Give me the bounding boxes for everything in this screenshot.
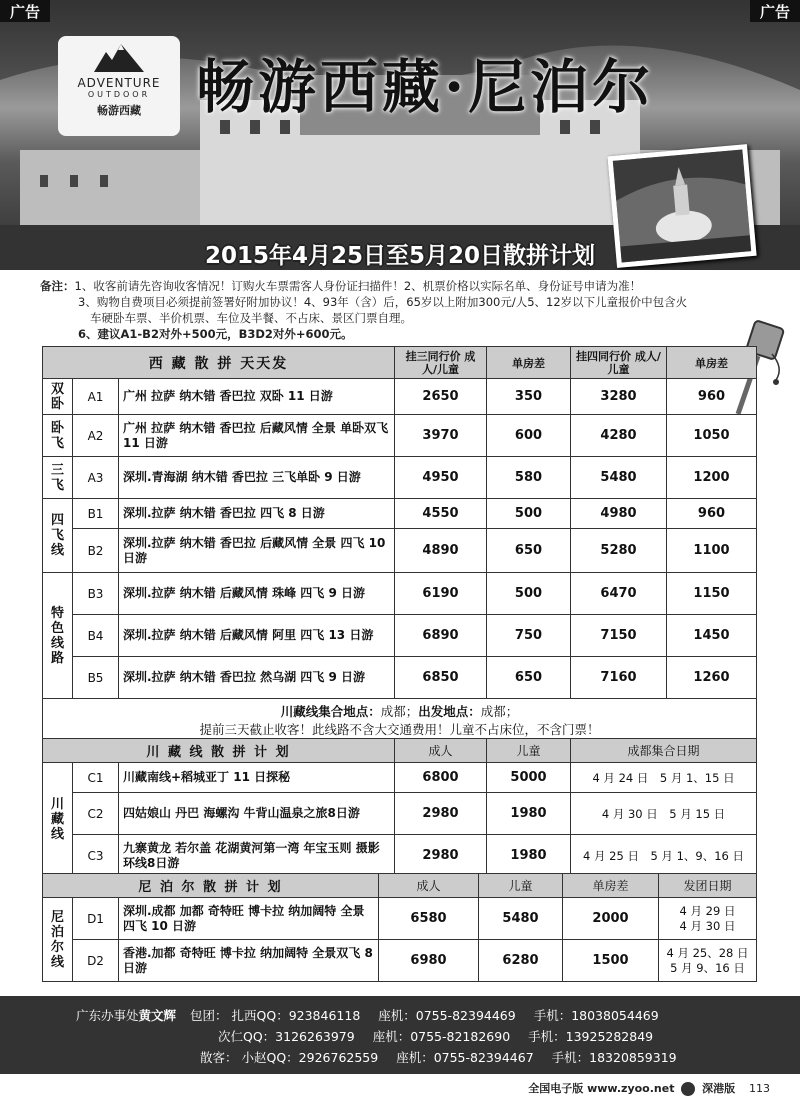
contact-mobile: 手机：13925282849 [528, 1029, 654, 1044]
section-title-chuanzang: 川 藏 线 散 拼 计 划 [43, 739, 395, 763]
price-3: 2650 [395, 379, 487, 415]
sichuan-tibet-table [42, 738, 757, 877]
table-row [43, 573, 757, 615]
notes-line-1: 1、收客前请先咨询收客情况！订购火车票需客人身份证扫描件！2、机票价格以实际名单、身份证号申请为准！ [74, 279, 642, 293]
price-4: 5280 [571, 529, 667, 573]
depart-dates [659, 940, 757, 982]
route-code: B5 [73, 657, 119, 699]
notice-row [43, 699, 757, 743]
col-header-child: 儿童 [479, 874, 563, 898]
hero-banner [0, 0, 800, 270]
route-code: D2 [73, 940, 119, 982]
gather-dates: 4 月 24 日 5 月 1、15 日 [571, 763, 757, 793]
table-row [43, 763, 757, 793]
col-header-price4: 挂四同行价 成人/儿童 [571, 347, 667, 379]
price-3: 6850 [395, 657, 487, 699]
adult-price: 2980 [395, 835, 487, 877]
ad-badge-right: 广告 [750, 0, 800, 22]
single-4: 960 [667, 379, 757, 415]
route-name: 四姑娘山 丹巴 海螺沟 牛背山温泉之旅8日游 [119, 793, 395, 835]
price-4: 4280 [571, 415, 667, 457]
route-code: A2 [73, 415, 119, 457]
col-header-dates: 成都集合日期 [571, 739, 757, 763]
route-name: 深圳.拉萨 纳木错 后藏风情 珠峰 四飞 9 日游 [119, 573, 395, 615]
col-header-single4: 单房差 [667, 347, 757, 379]
contact-row-3 [200, 1048, 677, 1066]
contact-row-2 [218, 1027, 653, 1045]
office-label: 广东办事处 [76, 1008, 139, 1023]
notes-line-4: 6、建议A1-B2对外+500元，B3D2对外+600元。 [78, 327, 353, 341]
contact-qq: 次仁QQ：3126263979 [218, 1029, 355, 1044]
group-label: 四飞线 [43, 499, 73, 573]
depart-date-line: 5 月 9、16 日 [670, 960, 745, 975]
section-title-tibet: 西 藏 散 拼 天天发 [43, 347, 395, 379]
contact-mobile: 手机：18320859319 [551, 1050, 677, 1065]
route-name: 深圳.拉萨 纳木错 香巴拉 四飞 8 日游 [119, 499, 395, 529]
logo-text-adventure: ADVENTURE [77, 76, 161, 90]
single-3: 750 [487, 615, 571, 657]
route-name: 深圳.拉萨 纳木错 香巴拉 然乌湖 四飞 9 日游 [119, 657, 395, 699]
date-banner: 2015年4月25日至5月20日散拼计划 [204, 243, 596, 269]
route-name: 香港.加都 奇特旺 博卡拉 纳加阔特 全景双飞 8 日游 [119, 940, 379, 982]
route-code: D1 [73, 898, 119, 940]
contact-row-1 [76, 1006, 659, 1024]
notes-label: 备注： [40, 279, 75, 293]
route-name: 川藏南线+稻城亚丁 11 日探秘 [119, 763, 395, 793]
table-row [43, 835, 757, 877]
mountain-icon [94, 44, 144, 72]
table-header [43, 347, 757, 379]
gather-value: 成都； [380, 703, 419, 719]
contact-qq: 扎西QQ：923846118 [231, 1008, 361, 1023]
route-code: C1 [73, 763, 119, 793]
route-name: 深圳.青海湖 纳木错 香巴拉 三飞单卧 9 日游 [119, 457, 395, 499]
page-number: 113 [749, 1082, 770, 1095]
nepal-table [42, 873, 757, 982]
ad-badge-left: 广告 [0, 0, 50, 22]
col-header-adult: 成人 [395, 739, 487, 763]
col-header-single: 单房差 [563, 874, 659, 898]
office-person: 黄文辉 [138, 1008, 177, 1023]
contact-tel: 座机：0755-82182690 [372, 1029, 511, 1044]
single-3: 600 [487, 415, 571, 457]
depart-value: 成都； [480, 703, 519, 719]
single-3: 580 [487, 457, 571, 499]
gather-dates: 4 月 25 日 5 月 1、9、16 日 [571, 835, 757, 877]
group-label: 尼泊尔线 [43, 898, 73, 982]
adult-price: 2980 [395, 793, 487, 835]
route-name: 九寨黄龙 若尔盖 花湖黄河第一湾 年宝玉则 摄影环线8日游 [119, 835, 395, 877]
notice-cell [43, 699, 757, 743]
price-3: 4950 [395, 457, 487, 499]
single-3: 650 [487, 657, 571, 699]
contact-qq: 小赵QQ：2926762559 [241, 1050, 379, 1065]
contact-tel: 座机：0755-82394469 [378, 1008, 516, 1023]
route-code: B4 [73, 615, 119, 657]
page-title: 畅游西藏·尼泊尔 [196, 53, 655, 121]
table-row [43, 657, 757, 699]
depart-date-line: 4 月 25、28 日 [666, 945, 749, 960]
group-label: 三飞 [43, 457, 73, 499]
route-name: 深圳.成都 加都 奇特旺 博卡拉 纳加阔特 全景四飞 10 日游 [119, 898, 379, 940]
route-code: B3 [73, 573, 119, 615]
notes-block [40, 278, 770, 342]
table-header [43, 874, 757, 898]
notice-line: 提前三天截止收客！此线路不含大交通费用！儿童不占床位，不含门票！ [199, 721, 600, 737]
table-row [43, 529, 757, 573]
brand-logo [58, 36, 180, 136]
price-3: 4890 [395, 529, 487, 573]
group-tour-label: 包团： [190, 1008, 228, 1023]
table-row [43, 940, 757, 982]
route-name: 广州 拉萨 纳木错 香巴拉 双卧 11 日游 [119, 379, 395, 415]
child-price: 1980 [487, 835, 571, 877]
section-title-nepal: 尼 泊 尔 散 拼 计 划 [43, 874, 379, 898]
group-label: 川藏线 [43, 763, 73, 877]
table-row [43, 499, 757, 529]
single-supplement: 2000 [563, 898, 659, 940]
price-4: 5480 [571, 457, 667, 499]
price-3: 4550 [395, 499, 487, 529]
single-4: 1260 [667, 657, 757, 699]
route-code: C2 [73, 793, 119, 835]
contact-footer [0, 996, 800, 1074]
edition-label: 深港版 [702, 1082, 736, 1095]
child-price: 1980 [487, 793, 571, 835]
red-circle-icon [681, 1082, 695, 1096]
table-row [43, 457, 757, 499]
table-row [43, 379, 757, 415]
depart-date-line: 4 月 29 日 [679, 903, 736, 918]
notes-line-3: 车硬卧车票、半价机票、车位及半餐、不占床、景区门票自理。 [90, 311, 412, 325]
notes-line-2: 3、购物自费项目必须提前签署好附加协议！4、93年（含）后，65岁以上附加300元/人5、12岁以下儿童报价中包含火 [78, 295, 688, 309]
gather-dates: 4 月 30 日 5 月 15 日 [571, 793, 757, 835]
group-label: 卧飞 [43, 415, 73, 457]
depart-date-line: 4 月 30 日 [679, 918, 736, 933]
single-supplement: 1500 [563, 940, 659, 982]
child-price: 6280 [479, 940, 563, 982]
gather-label: 川藏线集合地点： [280, 703, 381, 719]
single-4: 960 [667, 499, 757, 529]
price-3: 6890 [395, 615, 487, 657]
child-price: 5000 [487, 763, 571, 793]
price-4: 4980 [571, 499, 667, 529]
contact-mobile: 手机：18038054469 [533, 1008, 659, 1023]
single-4: 1100 [667, 529, 757, 573]
table-row [43, 793, 757, 835]
page-footer [528, 1080, 770, 1096]
table-row [43, 898, 757, 940]
child-price: 5480 [479, 898, 563, 940]
adult-price: 6580 [379, 898, 479, 940]
group-label: 特色线路 [43, 573, 73, 699]
depart-dates [659, 898, 757, 940]
single-4: 1050 [667, 415, 757, 457]
single-4: 1450 [667, 615, 757, 657]
table-row [43, 615, 757, 657]
single-4: 1150 [667, 573, 757, 615]
group-label: 双卧 [43, 379, 73, 415]
price-3: 3970 [395, 415, 487, 457]
single-3: 500 [487, 499, 571, 529]
tibet-price-table [42, 346, 757, 743]
price-3: 6190 [395, 573, 487, 615]
price-4: 7160 [571, 657, 667, 699]
col-header-price3: 挂三同行价 成人/儿童 [395, 347, 487, 379]
single-3: 350 [487, 379, 571, 415]
logo-text-outdoor: OUTDOOR [87, 90, 151, 99]
walkin-label: 散客： [200, 1050, 238, 1065]
route-code: B2 [73, 529, 119, 573]
contact-tel: 座机：0755-82394467 [396, 1050, 534, 1065]
route-code: A1 [73, 379, 119, 415]
col-header-adult: 成人 [379, 874, 479, 898]
route-name: 广州 拉萨 纳木错 香巴拉 后藏风情 全景 单卧双飞 11 日游 [119, 415, 395, 457]
single-3: 500 [487, 573, 571, 615]
single-3: 650 [487, 529, 571, 573]
price-4: 7150 [571, 615, 667, 657]
table-header [43, 739, 757, 763]
col-header-single3: 单房差 [487, 347, 571, 379]
site-url: 全国电子版 www.zyoo.net [528, 1082, 675, 1095]
price-4: 6470 [571, 573, 667, 615]
route-name: 深圳.拉萨 纳木错 后藏风情 阿里 四飞 13 日游 [119, 615, 395, 657]
adult-price: 6980 [379, 940, 479, 982]
adult-price: 6800 [395, 763, 487, 793]
table-row [43, 415, 757, 457]
logo-text-cn: 畅游西藏 [97, 104, 141, 117]
route-name: 深圳.拉萨 纳木错 香巴拉 后藏风情 全景 四飞 10 日游 [119, 529, 395, 573]
depart-label: 出发地点： [418, 703, 481, 719]
col-header-child: 儿童 [487, 739, 571, 763]
single-4: 1200 [667, 457, 757, 499]
price-4: 3280 [571, 379, 667, 415]
col-header-depart-dates: 发团日期 [659, 874, 757, 898]
route-code: C3 [73, 835, 119, 877]
route-code: B1 [73, 499, 119, 529]
route-code: A3 [73, 457, 119, 499]
